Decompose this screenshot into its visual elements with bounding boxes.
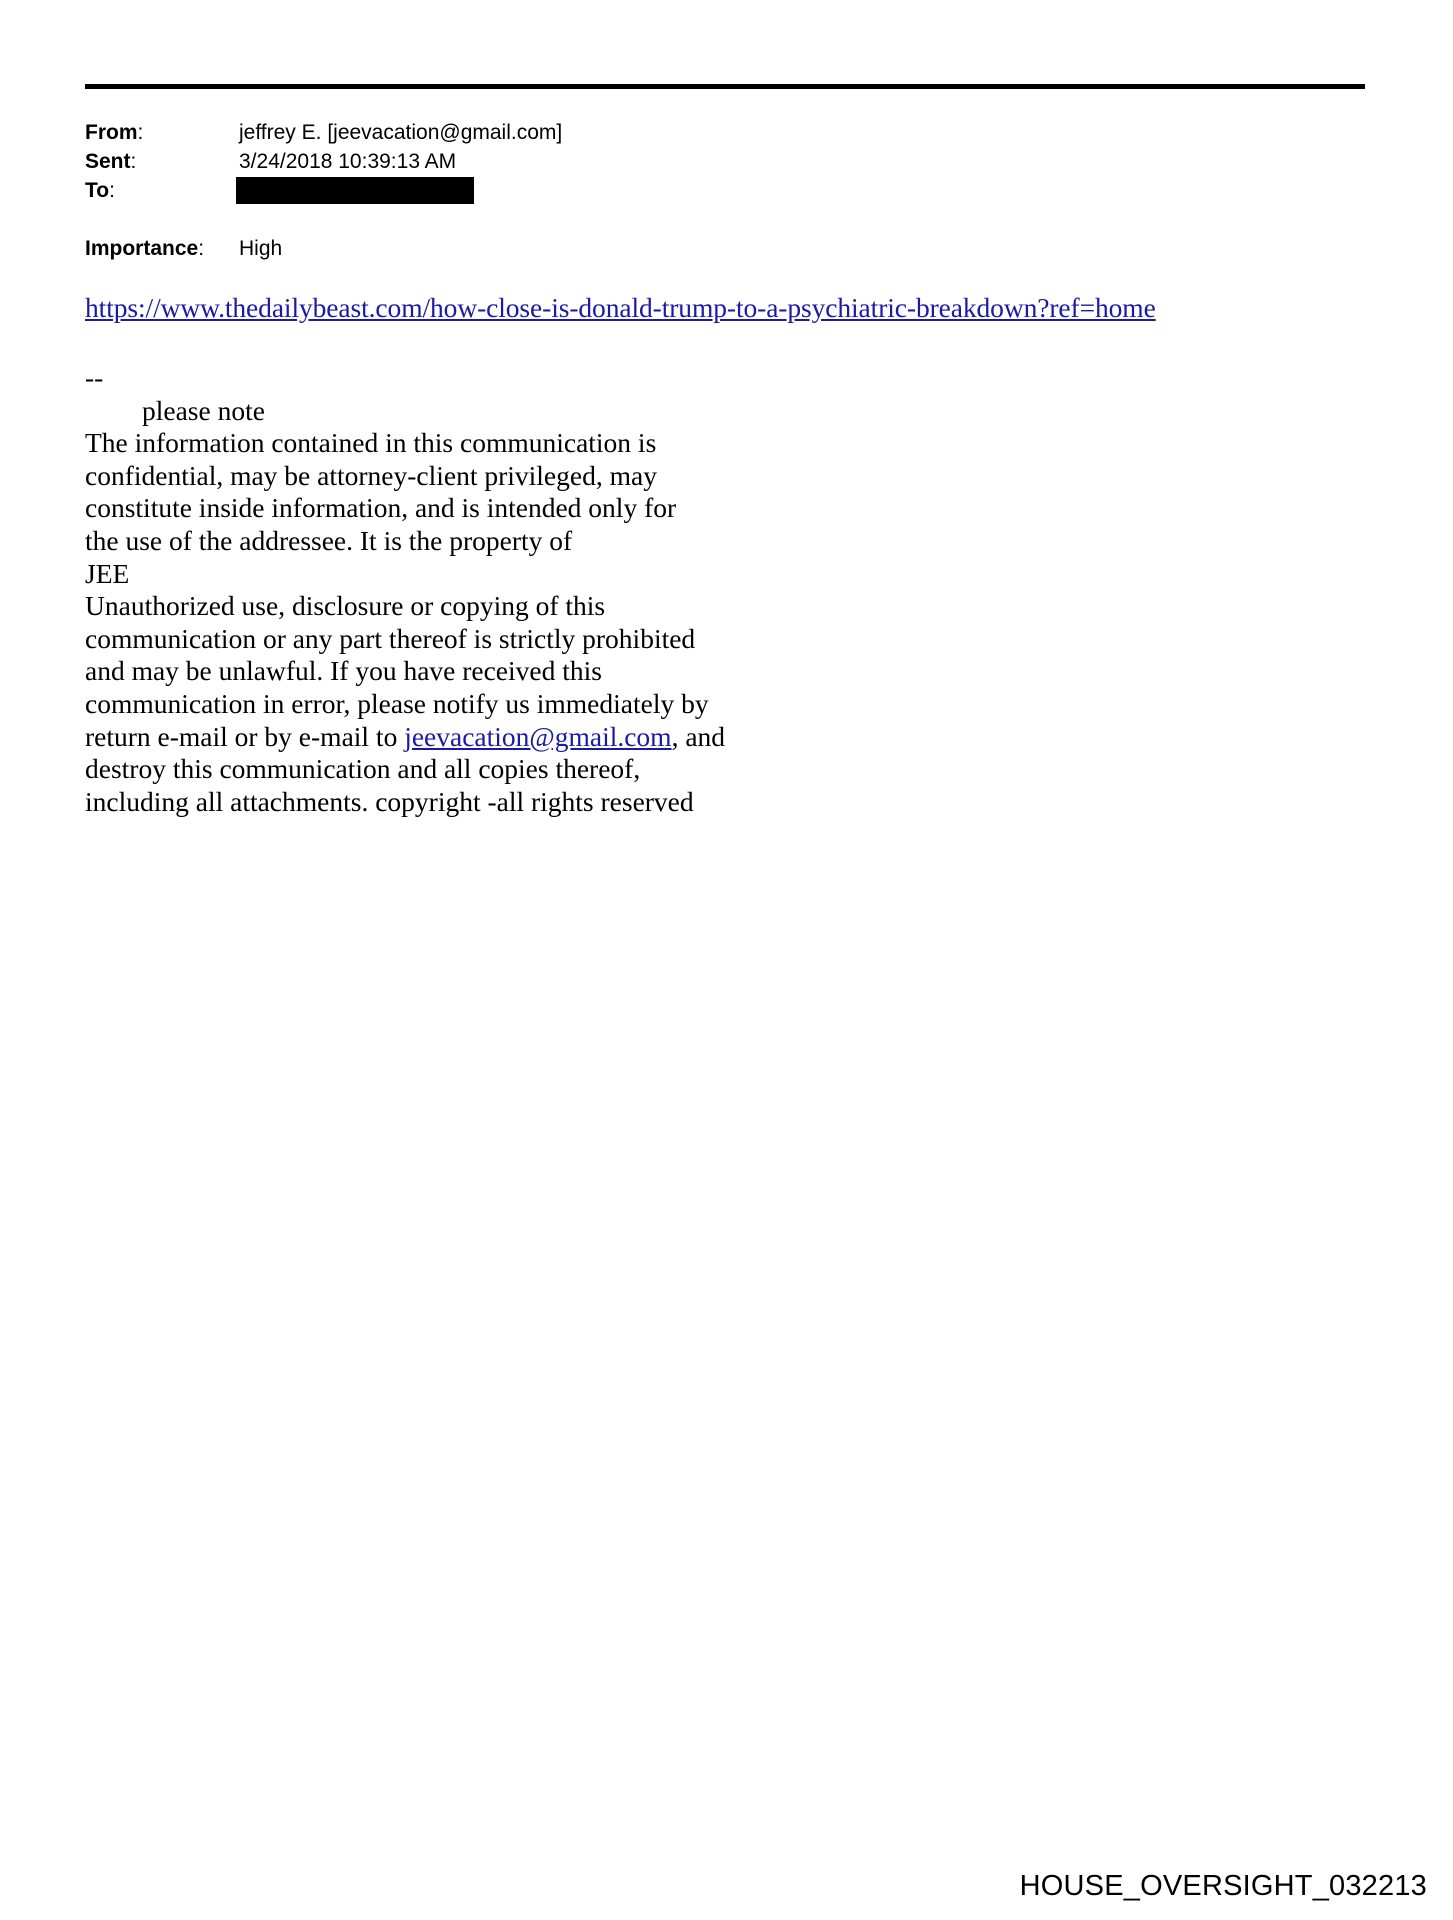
signature-separator: --: [85, 362, 104, 393]
from-colon: :: [137, 121, 144, 144]
from-row: [85, 118, 562, 147]
sent-colon: :: [130, 150, 137, 173]
from-label: From: [85, 121, 138, 144]
document-id: HOUSE_OVERSIGHT_032213: [1019, 1870, 1427, 1902]
return-prefix: return e-mail or by e-mail to: [85, 720, 405, 752]
article-link[interactable]: https://www.thedailybeast.com/how-close-is-donald-trump-to-a-psychiatric-breakdown?ref=home: [85, 292, 1156, 323]
disclaimer-return-line: [85, 721, 725, 754]
importance-colon: :: [198, 237, 205, 260]
disclaimer-line: confidential, may be attorney-client privileged, may: [85, 459, 657, 491]
top-rule: [85, 84, 1365, 89]
importance-value: High: [239, 237, 283, 260]
to-colon: :: [109, 179, 115, 202]
disclaimer-line: JEE: [85, 557, 130, 589]
disclaimer-line: The information contained in this communication is: [85, 427, 657, 459]
disclaimer-line: constitute inside information, and is intended only for: [85, 492, 677, 524]
sent-value: 3/24/2018 10:39:13 AM: [239, 150, 457, 173]
sent-row: [85, 147, 562, 176]
disclaimer-line: the use of the addressee. It is the property of: [85, 524, 573, 556]
to-label: To: [85, 179, 110, 202]
return-suffix: , and: [671, 720, 726, 752]
disclaimer-line: including all attachments. copyright -all rights reserved: [85, 785, 694, 817]
disclaimer-line: communication in error, please notify us immediately by: [85, 687, 709, 719]
disclaimer-line: communication or any part thereof is strictly prohibited: [85, 622, 696, 654]
from-value: jeffrey E. [jeevacation@gmail.com]: [239, 121, 563, 144]
email-header: [85, 118, 562, 263]
to-row: [85, 176, 562, 205]
email-body: [85, 362, 725, 818]
importance-row: [85, 234, 562, 263]
disclaimer-line: destroy this communication and all copies thereof,: [85, 753, 641, 785]
redaction-box: [236, 177, 474, 204]
email-link[interactable]: jeevacation@gmail.com: [404, 720, 672, 752]
disclaimer-line: Unauthorized use, disclosure or copying of this: [85, 590, 606, 622]
please-note-line: please note: [142, 394, 265, 426]
importance-label: Importance: [85, 237, 199, 260]
sent-label: Sent: [85, 150, 131, 173]
disclaimer-line: and may be unlawful. If you have received this: [85, 655, 602, 687]
